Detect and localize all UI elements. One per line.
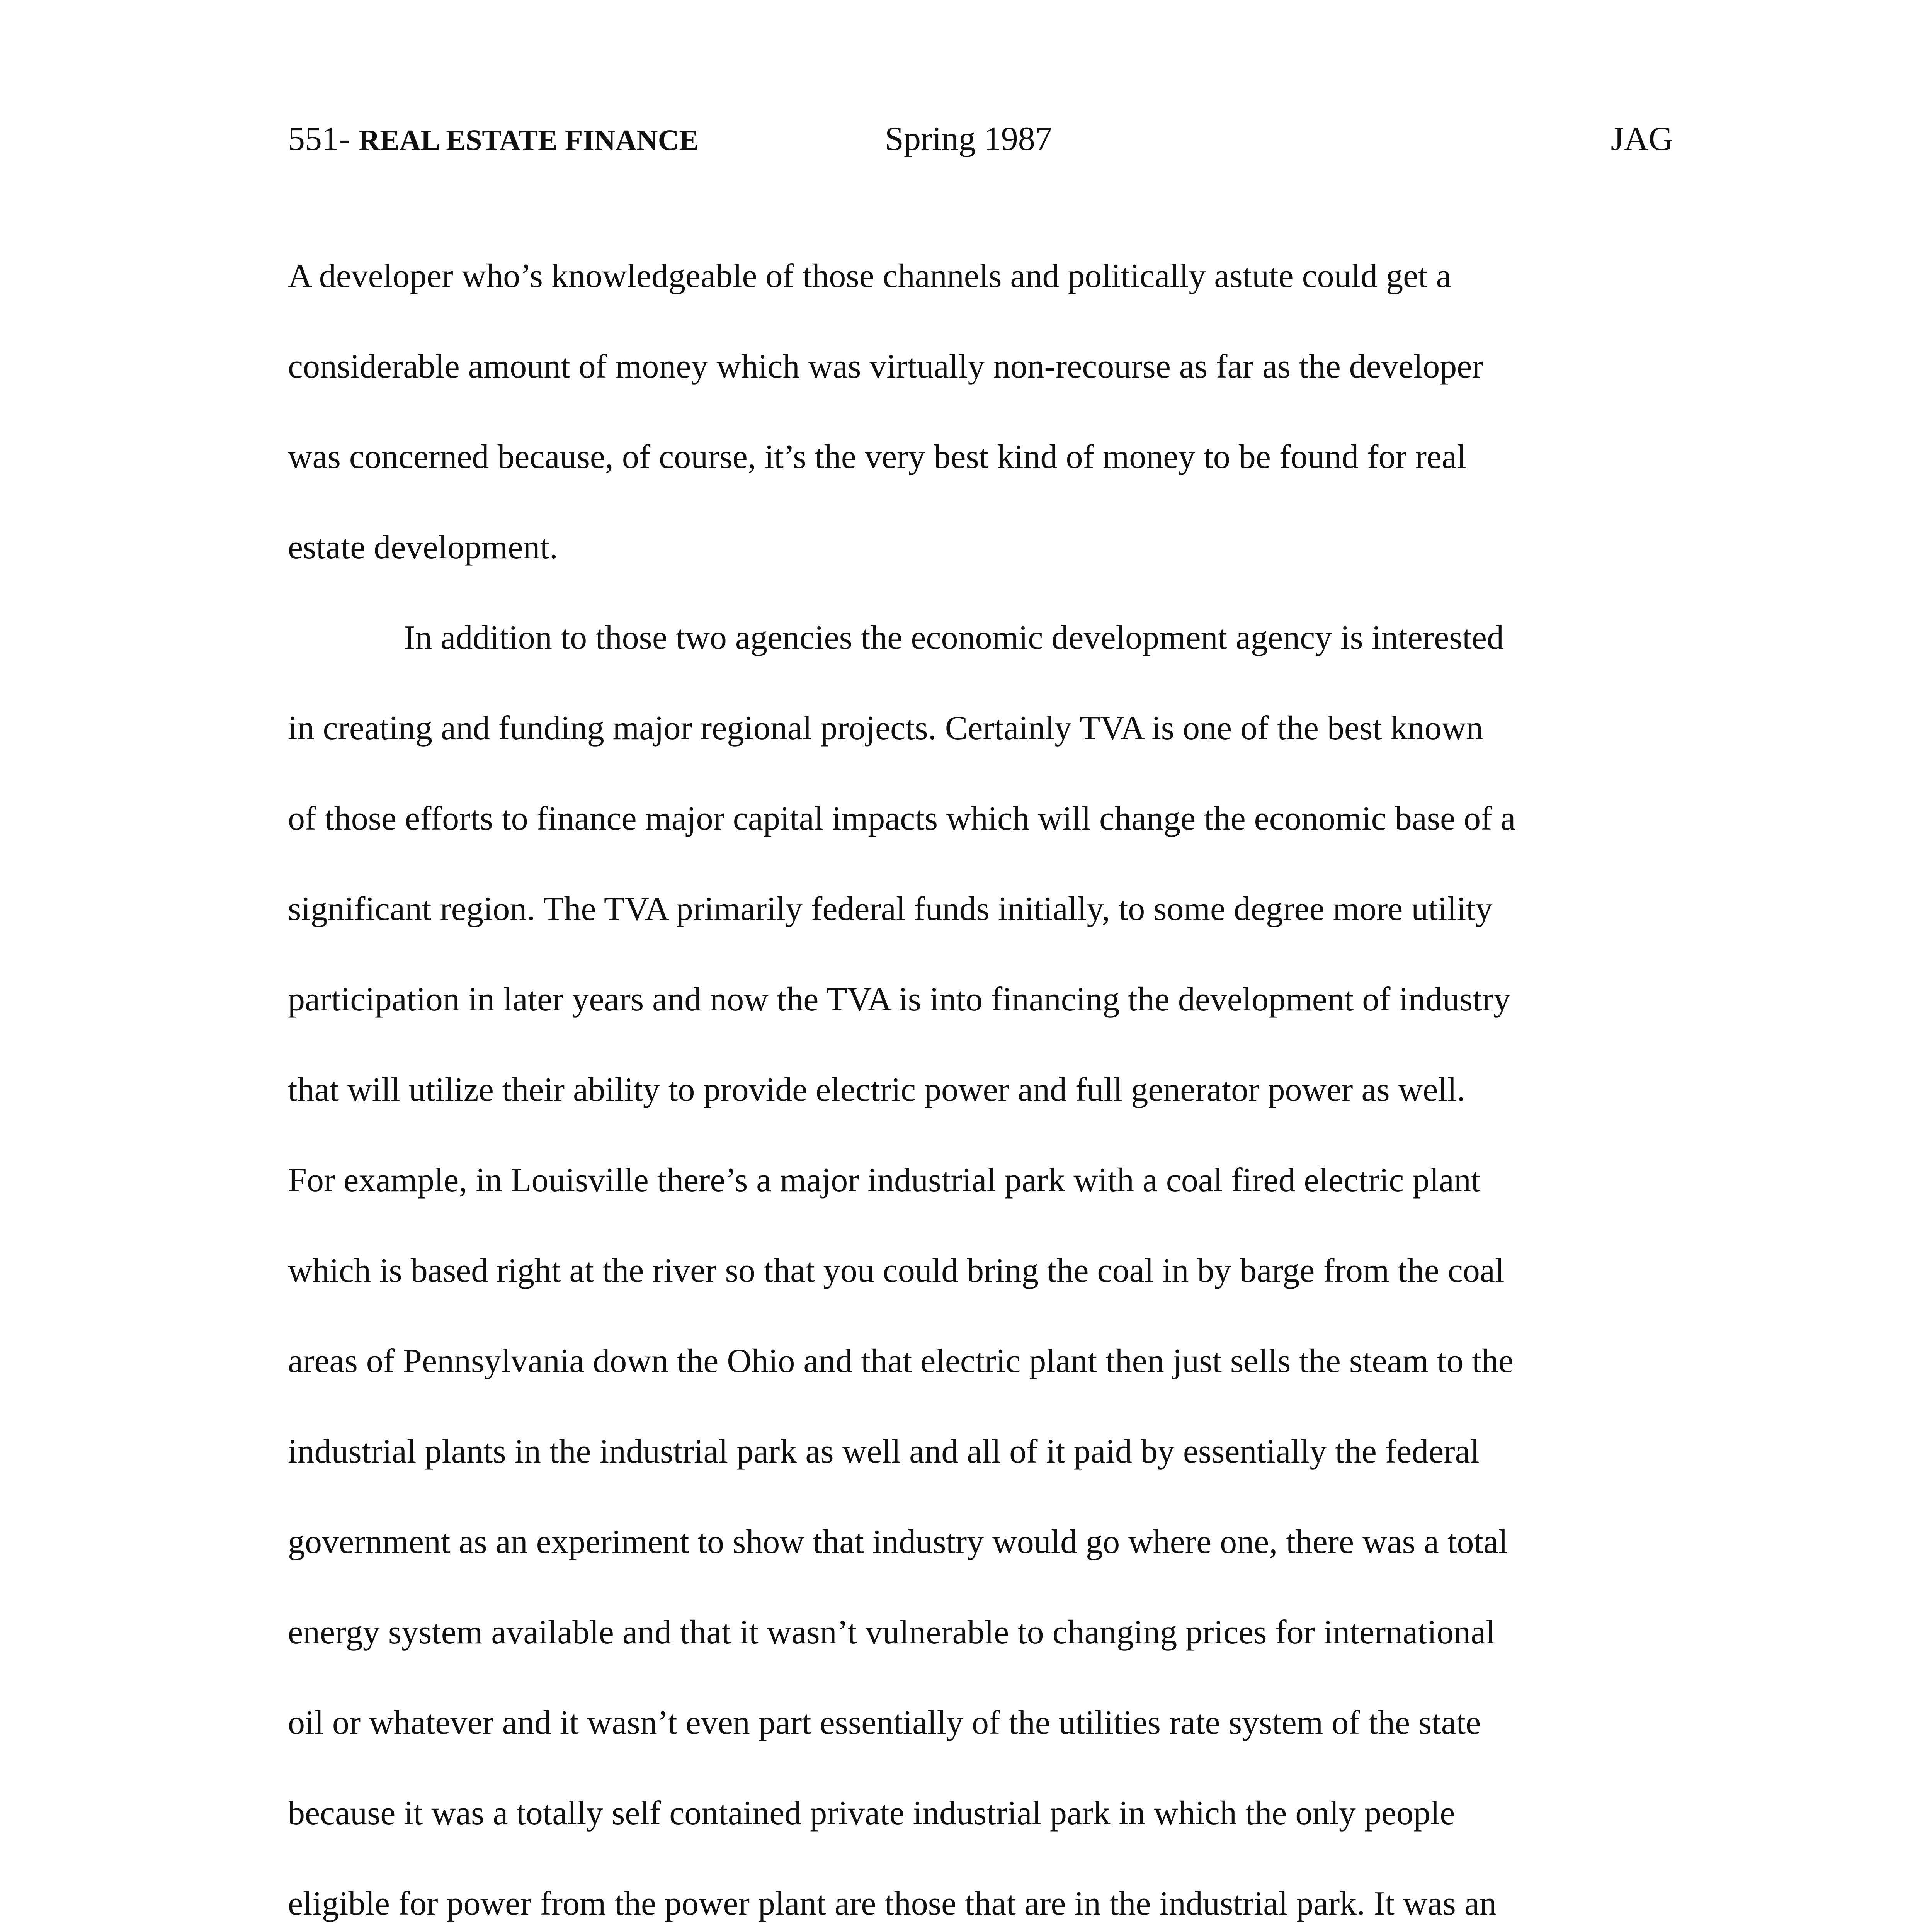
header-course xyxy=(288,116,699,163)
paragraph-first-line: In addition to those two agencies the economic development agency is interested xyxy=(404,619,1504,656)
text-line: participation in later years and now the TVA is into financing the development of industry xyxy=(288,981,1511,1018)
text-line: oil or whatever and it wasn’t even part essentially of the utilities rate system of the state xyxy=(288,1704,1481,1742)
text-line: considerable amount of money which was virtually non-recourse as far as the developer xyxy=(288,348,1483,385)
text-line: significant region. The TVA primarily federal funds initially, to some degree more utility xyxy=(288,890,1493,928)
text-line: energy system available and that it wasn’t vulnerable to changing prices for international xyxy=(288,1614,1495,1651)
course-title: REAL ESTATE FINANCE xyxy=(359,124,699,156)
text-line: industrial plants in the industrial park as well and all of it paid by essentially the federal xyxy=(288,1433,1480,1470)
page-header xyxy=(0,116,1932,162)
text-line: A developer who’s knowledgeable of those channels and politically astute could get a xyxy=(288,257,1451,295)
text-line: areas of Pennsylvania down the Ohio and that electric plant then just sells the steam to the xyxy=(288,1342,1514,1380)
header-term: Spring 1987 xyxy=(885,120,1052,158)
text-line: because it was a totally self contained private industrial park in which the only people xyxy=(288,1794,1455,1832)
text-line: For example, in Louisville there’s a major industrial park with a coal fired electric plant xyxy=(288,1162,1481,1199)
course-number: 551- xyxy=(288,120,350,158)
text-line: which is based right at the river so that you could bring the coal in by barge from the coal xyxy=(288,1252,1505,1289)
text-line: in creating and funding major regional projects. Certainly TVA is one of the best known xyxy=(288,709,1483,747)
text-line: estate development. xyxy=(288,529,558,566)
text-line: government as an experiment to show that industry would go where one, there was a total xyxy=(288,1523,1508,1561)
text-line: was concerned because, of course, it’s the very best kind of money to be found for real xyxy=(288,438,1466,476)
text-line: of those efforts to finance major capital impacts which will change the economic base of a xyxy=(288,800,1516,837)
text-line: eligible for power from the power plant are those that are in the industrial park. It was an xyxy=(288,1885,1497,1922)
text-line: that will utilize their ability to provide electric power and full generator power as well. xyxy=(288,1071,1466,1109)
header-initials: JAG xyxy=(1611,120,1673,158)
document-body xyxy=(288,231,1679,1932)
